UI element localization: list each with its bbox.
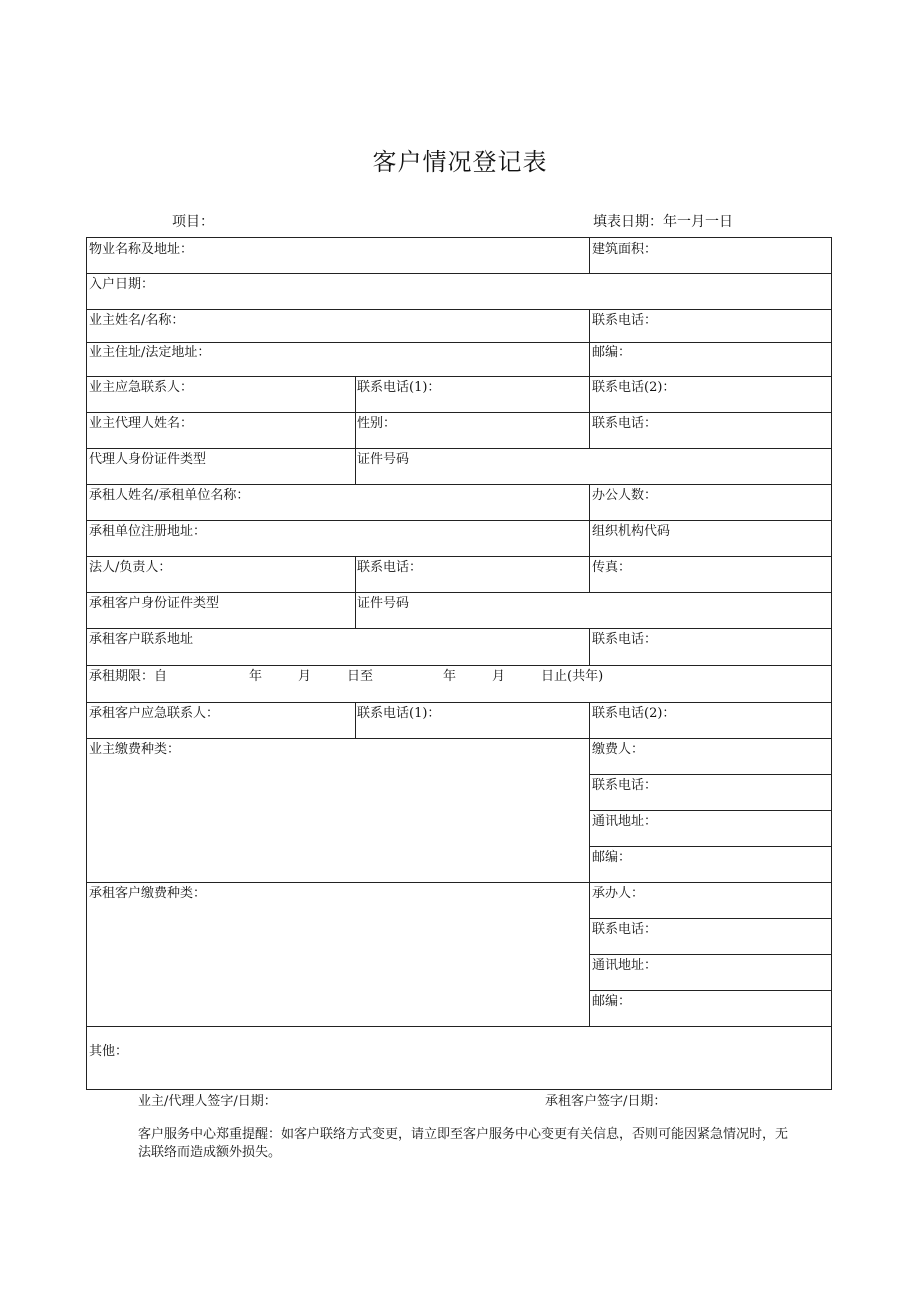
- tenant-handler-label: 承办人：: [592, 886, 645, 901]
- property-name-address-label: 物业名称及地址：: [89, 242, 194, 257]
- owner-name-label: 业主姓名/名称：: [89, 313, 185, 328]
- owner-phone-label: 联系电话：: [592, 313, 658, 328]
- col-divider: [589, 628, 590, 665]
- row-divider: [87, 882, 831, 883]
- col-divider: [355, 376, 356, 484]
- row-divider: [87, 448, 831, 449]
- tenant-handler-phone-label: 联系电话：: [592, 922, 658, 937]
- building-area-label: 建筑面积：: [592, 242, 658, 257]
- col-divider: [589, 702, 590, 1026]
- notice-line-1: 客户服务中心郑重提醒：如客户联络方式变更，请立即至客户服务中心变更有关信息，否则可能因紧急情况时，无: [138, 1127, 789, 1142]
- emergency-phone-1-label: 联系电话(1)：: [357, 380, 441, 395]
- row-divider: [87, 702, 831, 703]
- lease-day-end: 日止(共年): [541, 669, 604, 684]
- other-label: 其他：: [89, 1044, 129, 1059]
- tenant-emergency-phone-1-label: 联系电话(1)：: [357, 706, 441, 721]
- row-divider: [87, 628, 831, 629]
- row-divider: [589, 810, 831, 811]
- page-title: 客户情况登记表: [372, 148, 548, 176]
- tenant-phone-label: 联系电话：: [592, 632, 658, 647]
- tenant-id-number-label: 证件号码: [357, 596, 410, 611]
- tenant-fee-types-label: 承租客户缴费种类：: [89, 886, 207, 901]
- tenant-emergency-phone-2-label: 联系电话(2)：: [592, 706, 676, 721]
- emergency-phone-2-label: 联系电话(2)：: [592, 380, 676, 395]
- row-divider: [87, 592, 831, 593]
- tenant-signature-label: 承租客户签字/日期：: [545, 1094, 667, 1109]
- row-divider: [87, 520, 831, 521]
- row-divider: [589, 990, 831, 991]
- notice-line-2: 法联络而造成额外损失。: [138, 1145, 282, 1160]
- col-divider: [589, 484, 590, 592]
- col-divider: [355, 556, 356, 628]
- row-divider: [589, 846, 831, 847]
- lease-term-label: 承租期限：自: [89, 669, 168, 684]
- tenant-contact-address-label: 承租客户联系地址: [89, 632, 194, 647]
- row-divider: [87, 273, 831, 274]
- owner-fee-types-label: 业主缴费种类：: [89, 742, 181, 757]
- lease-month-1: 月: [298, 669, 312, 684]
- legal-person-label: 法人/负责人：: [89, 560, 172, 575]
- tenant-handler-postcode-label: 邮编：: [592, 994, 632, 1009]
- col-divider: [355, 702, 356, 738]
- lease-year-1: 年: [249, 669, 263, 684]
- row-divider: [87, 342, 831, 343]
- row-divider: [87, 412, 831, 413]
- owner-address-label: 业主住址/法定地址：: [89, 345, 211, 360]
- owner-emergency-contact-label: 业主应急联系人：: [89, 380, 194, 395]
- tenant-emergency-contact-label: 承租客户应急联系人：: [89, 706, 220, 721]
- col-divider: [589, 376, 590, 448]
- owner-payer-phone-label: 联系电话：: [592, 778, 658, 793]
- agent-id-type-label: 代理人身份证件类型: [89, 452, 207, 467]
- row-divider: [589, 774, 831, 775]
- agent-phone-label: 联系电话：: [592, 416, 658, 431]
- owner-payer-label: 缴费人：: [592, 742, 645, 757]
- fax-label: 传真：: [592, 560, 632, 575]
- col-divider: [589, 238, 590, 273]
- row-divider: [87, 309, 831, 310]
- row-divider: [87, 738, 831, 739]
- org-code-label: 组织机构代码: [592, 524, 671, 539]
- row-divider: [87, 665, 831, 666]
- move-in-date-label: 入户日期：: [89, 277, 155, 292]
- lease-month-2: 月: [492, 669, 506, 684]
- owner-postcode-label: 邮编：: [592, 345, 632, 360]
- row-divider: [87, 376, 831, 377]
- tenant-id-type-label: 承租客户身份证件类型: [89, 596, 220, 611]
- agent-id-number-label: 证件号码: [357, 452, 410, 467]
- agent-gender-label: 性别：: [357, 416, 397, 431]
- tenant-handler-address-label: 通讯地址：: [592, 958, 658, 973]
- service-notice: [138, 1126, 838, 1162]
- row-divider: [87, 484, 831, 485]
- project-label: 项目：: [172, 214, 214, 230]
- tenant-reg-address-label: 承租单位注册地址：: [89, 524, 207, 539]
- legal-phone-label: 联系电话：: [357, 560, 423, 575]
- lease-day-to: 日至: [347, 669, 374, 684]
- row-divider: [87, 1026, 831, 1027]
- row-divider: [589, 918, 831, 919]
- owner-payer-postcode-label: 邮编：: [592, 850, 632, 865]
- tenant-name-label: 承租人姓名/承租单位名称：: [89, 488, 250, 503]
- fill-date-label: 填表日期：年一月一日: [593, 214, 733, 230]
- owner-payer-address-label: 通讯地址：: [592, 814, 658, 829]
- row-divider: [87, 556, 831, 557]
- row-divider: [589, 954, 831, 955]
- agent-name-label: 业主代理人姓名：: [89, 416, 194, 431]
- registration-form: [86, 237, 832, 1090]
- lease-year-2: 年: [443, 669, 457, 684]
- owner-signature-label: 业主/代理人签字/日期：: [138, 1094, 277, 1109]
- office-headcount-label: 办公人数：: [592, 488, 658, 503]
